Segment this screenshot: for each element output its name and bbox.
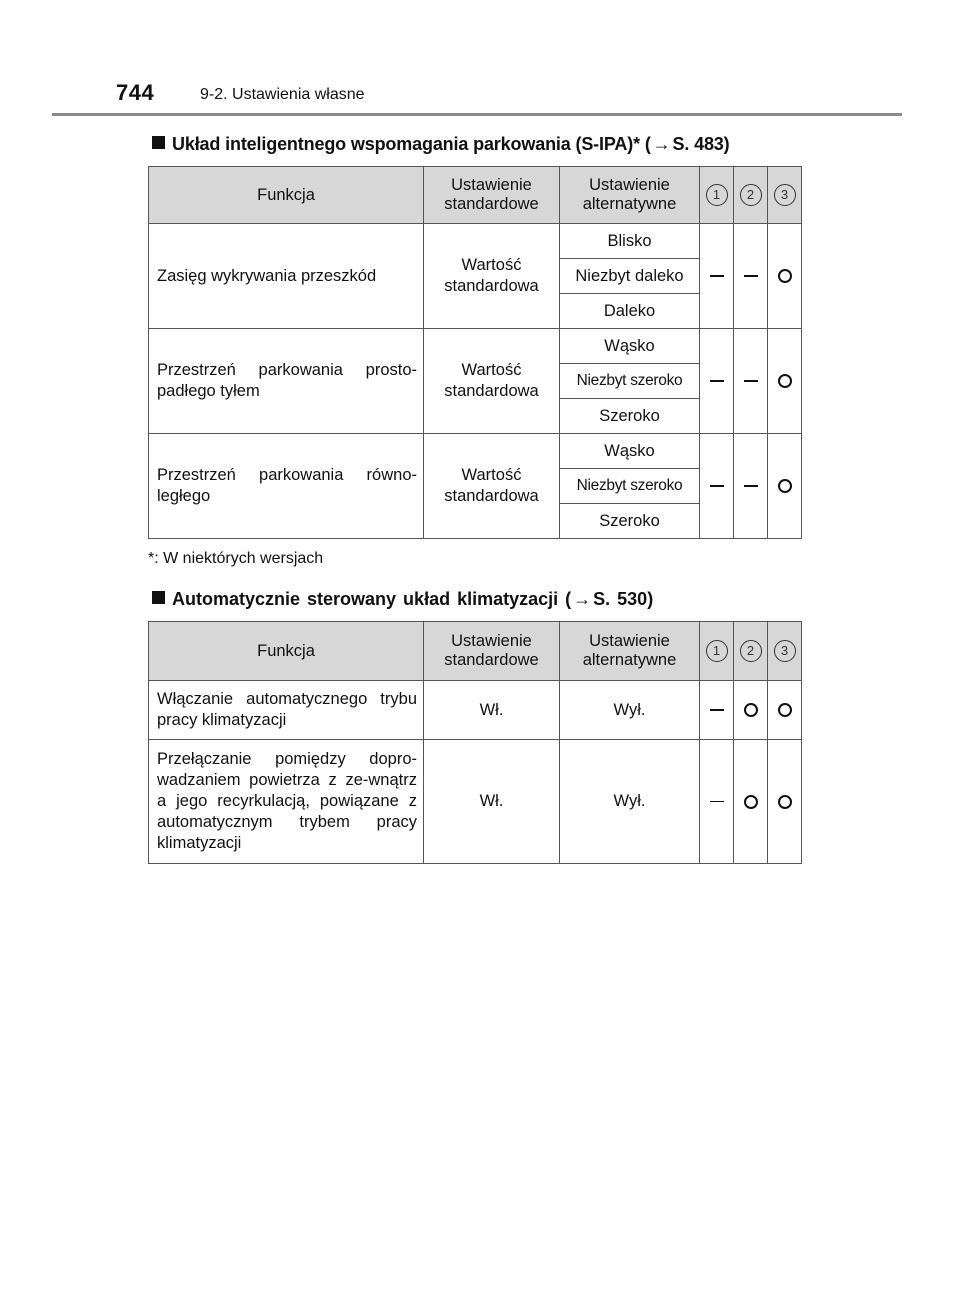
circled-number-1-icon: 1 <box>706 640 728 662</box>
default-value-cell: Wartość standardowa <box>424 434 560 539</box>
circled-number-2-icon: 2 <box>740 640 762 662</box>
dash-icon <box>744 380 758 382</box>
mark-cell-1 <box>700 681 734 740</box>
mark-cell-3 <box>768 740 802 864</box>
circle-icon <box>778 703 792 717</box>
ref-open: ( <box>644 134 651 154</box>
alternative-value-cell: Wył. <box>560 740 700 864</box>
circle-icon <box>778 795 792 809</box>
default-value-cell: Wł. <box>424 681 560 740</box>
column-header-function: Funkcja <box>149 622 424 681</box>
alternative-option: Szeroko <box>560 504 700 539</box>
circled-number-2-icon: 2 <box>740 184 762 206</box>
arrow-right-icon: → <box>652 134 671 154</box>
mark-cell-1 <box>700 224 734 329</box>
dash-icon <box>710 485 724 487</box>
ref-open: ( <box>565 589 572 609</box>
mark-cell-2 <box>734 681 768 740</box>
alternative-option: Daleko <box>560 294 700 329</box>
alternative-option: Niezbyt szeroko <box>560 364 700 399</box>
mark-cell-3 <box>768 681 802 740</box>
function-cell: Zasięg wykrywania przeszkód <box>149 224 424 329</box>
dash-icon <box>710 380 724 382</box>
page-reference[interactable]: S. 530) <box>593 589 654 609</box>
section-title-text: Automatycznie sterowany układ klimatyzacji <box>172 589 559 609</box>
header-divider <box>52 113 902 116</box>
column-header-function: Funkcja <box>149 167 424 224</box>
mark-cell-2 <box>734 740 768 864</box>
alternative-option: Niezbyt daleko <box>560 259 700 294</box>
circled-number-3-icon: 3 <box>774 640 796 662</box>
default-value-cell: Wartość standardowa <box>424 329 560 434</box>
page-number: 744 <box>116 80 155 105</box>
column-header-3 <box>768 622 802 681</box>
dash-icon <box>710 275 724 277</box>
circle-icon <box>744 703 758 717</box>
circled-number-1-icon: 1 <box>706 184 728 206</box>
settings-table-climate <box>148 621 802 864</box>
section-title-climate <box>152 589 653 610</box>
mark-cell-2 <box>734 329 768 434</box>
mark-cell-1 <box>700 434 734 539</box>
mark-cell-3 <box>768 329 802 434</box>
section-title-s-ipa <box>152 134 730 155</box>
page-reference[interactable]: S. 483) <box>672 134 730 154</box>
circle-icon <box>778 269 792 283</box>
alternative-option: Niezbyt szeroko <box>560 469 700 504</box>
dash-icon <box>710 709 724 711</box>
alternative-option: Wąsko <box>560 329 700 364</box>
dash-icon <box>744 275 758 277</box>
mark-cell-1 <box>700 740 734 864</box>
settings-table-s-ipa <box>148 166 802 539</box>
mark-cell-2 <box>734 434 768 539</box>
column-header-2 <box>734 622 768 681</box>
function-cell: Przestrzeń parkowania równo-ległego <box>149 434 424 539</box>
default-value-cell: Wartość standardowa <box>424 224 560 329</box>
chapter-title: 9-2. Ustawienia własne <box>200 86 365 103</box>
square-bullet-icon <box>152 136 165 149</box>
mark-cell-3 <box>768 434 802 539</box>
column-header-default: Ustawienie standardowe <box>424 622 560 681</box>
function-cell: Przestrzeń parkowania prosto-padłego tyłem <box>149 329 424 434</box>
default-value-cell: Wł. <box>424 740 560 864</box>
column-header-2 <box>734 167 768 224</box>
section-title-text: Układ inteligentnego wspomagania parkowania (S-IPA)* <box>172 134 640 154</box>
circle-icon <box>778 374 792 388</box>
table-row <box>149 681 802 740</box>
mark-cell-3 <box>768 224 802 329</box>
column-header-1 <box>700 167 734 224</box>
page-header <box>108 76 908 116</box>
alternative-option: Szeroko <box>560 399 700 434</box>
footnote: *: W niektórych wersjach <box>148 550 324 567</box>
alternative-option: Wąsko <box>560 434 700 469</box>
function-cell: Przełączanie pomiędzy dopro-wadzaniem powietrza z ze-wnątrz a jego recyrkulacją, powiązane z automatycznym trybem pracy klimatyzacji <box>149 740 424 864</box>
table-header-row <box>149 622 802 681</box>
table-row <box>149 434 802 469</box>
column-header-default: Ustawienie standardowe <box>424 167 560 224</box>
arrow-right-icon: → <box>573 589 592 609</box>
alternative-value-cell: Wył. <box>560 681 700 740</box>
table-row <box>149 224 802 259</box>
mark-cell-2 <box>734 224 768 329</box>
function-cell: Włączanie automatycznego trybu pracy klimatyzacji <box>149 681 424 740</box>
circle-icon <box>744 795 758 809</box>
dash-icon <box>710 801 724 803</box>
circled-number-3-icon: 3 <box>774 184 796 206</box>
column-header-3 <box>768 167 802 224</box>
column-header-1 <box>700 622 734 681</box>
column-header-alternative: Ustawienie alternatywne <box>560 622 700 681</box>
column-header-alternative: Ustawienie alternatywne <box>560 167 700 224</box>
table-row <box>149 740 802 864</box>
alternative-option: Blisko <box>560 224 700 259</box>
dash-icon <box>744 485 758 487</box>
circle-icon <box>778 479 792 493</box>
table-header-row <box>149 167 802 224</box>
mark-cell-1 <box>700 329 734 434</box>
table-row <box>149 329 802 364</box>
square-bullet-icon <box>152 591 165 604</box>
